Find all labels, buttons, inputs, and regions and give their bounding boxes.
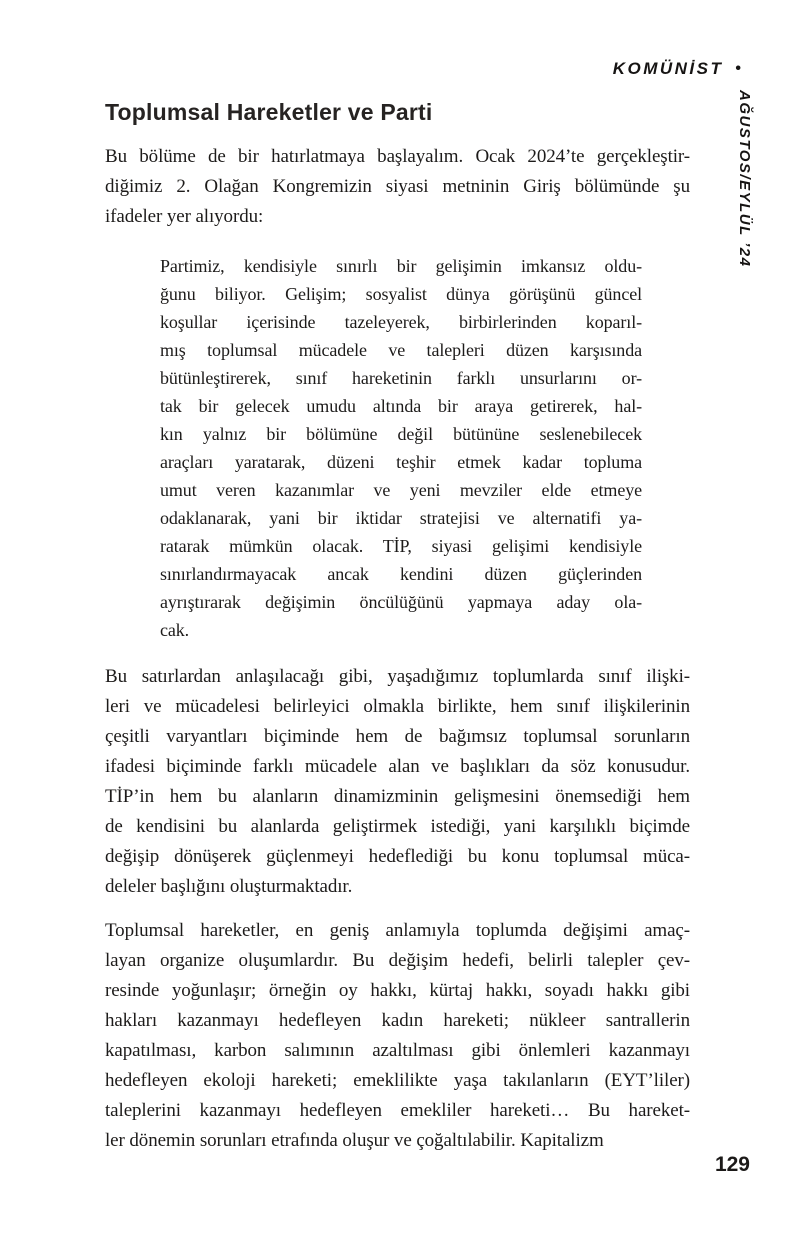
bullet-separator-icon: • [735, 60, 741, 77]
text-line: Toplumsal hareketler, en geniş anlamıyla toplumda değişimi amaç- [105, 920, 690, 941]
text-line: de kendisini bu alanlarda geliştirmek istediği, yani karşılıklı biçimde [105, 816, 690, 837]
magazine-title: KOMÜNİST [612, 59, 724, 78]
text-line: ayrıştırarak değişimin öncülüğünü yapmaya aday ola- [160, 592, 642, 612]
text-line: ğunu biliyor. Gelişim; sosyalist dünya görüşünü güncel [160, 284, 642, 304]
article-title: Toplumsal Hareketler ve Parti [105, 99, 433, 125]
text-line: koşullar içerisinde tazeleyerek, birbirlerinden koparıl- [160, 312, 642, 332]
page-number: 129 [714, 1153, 750, 1176]
text-line: ratarak mümkün olacak. TİP, siyasi gelişimi kendisiyle [160, 536, 642, 556]
text-line: Bu bölüme de bir hatırlatmaya başlayalım. Ocak 2024’te gerçekleştir- [105, 146, 690, 167]
paragraph-analysis [105, 662, 690, 902]
text-line: bütünleştirerek, sınıf hareketinin farklı unsurlarını or- [160, 368, 642, 388]
text-line: sınırlandırmayacak ancak kendini düzen güçlerinden [160, 564, 642, 584]
text-line: diğimiz 2. Olağan Kongremizin siyasi metninin Giriş bölümünde şu [105, 176, 690, 197]
text-line: ifadeler yer alıyordu: [105, 206, 264, 227]
text-line: umut veren kazanımlar ve yeni mevziler elde etmeye [160, 480, 642, 500]
text-line: taleplerini kazanmayı hedefleyen emekliler hareketi… Bu hareket- [105, 1100, 690, 1121]
text-line: ler dönemin sorunları etrafında oluşur ve çoğaltılabilir. Kapitalizm [105, 1130, 604, 1151]
text-line: deleler başlığını oluşturmaktadır. [105, 876, 353, 897]
article-body [105, 98, 690, 1156]
text-line: kın yalnız bir bölümüne değil bütününe seslenebilecek [160, 424, 642, 444]
text-line: leri ve mücadelesi belirleyici olmakla birlikte, hem sınıf ilişkilerinin [105, 696, 690, 717]
text-line: değişip dönüşerek güçlenmeyi hedeflediği bu konu toplumsal müca- [105, 846, 690, 867]
text-line: odaklanarak, yani bir iktidar stratejisi ve alternatifi ya- [160, 508, 642, 528]
text-line: Bu satırlardan anlaşılacağı gibi, yaşadığımız toplumlarda sınıf ilişki- [105, 666, 690, 687]
text-line: ifadesi biçiminde farklı mücadele alan ve başlıkları da söz konusudur. [105, 756, 690, 777]
text-line: tak bir gelecek umudu altında bir araya getirerek, hal- [160, 396, 642, 416]
masthead [613, 59, 741, 79]
text-line: çeşitli varyantları biçiminde hem de bağımsız toplumsal sorunların [105, 726, 690, 747]
text-line: layan organize oluşumlardır. Bu değişim hedefi, belirli talepler çev- [105, 950, 690, 971]
congress-quote [160, 252, 642, 644]
paragraph-intro [105, 142, 690, 232]
text-line: hedefleyen ekoloji hareketi; emeklilikte yaşa takılanların (EYT’liler) [105, 1070, 690, 1091]
text-line: Partimiz, kendisiyle sınırlı bir gelişimin imkansız oldu- [160, 256, 642, 276]
paragraph-movements [105, 916, 690, 1156]
text-line: hakları kazanmayı hedefleyen kadın hareketi; nükleer santrallerin [105, 1010, 690, 1031]
text-line: araçları yaratarak, düzeni teşhir etmek kadar topluma [160, 452, 642, 472]
issue-date: AĞUSTOS/EYLÜL ’24 [736, 90, 753, 268]
text-line: cak. [160, 620, 190, 640]
text-line: TİP’in hem bu alanların dinamizminin gelişmesini önemsediği hem [105, 786, 690, 807]
text-line: resinde yoğunlaşır; örneğin oy hakkı, kürtaj hakkı, soyadı hakkı gibi [105, 980, 690, 1001]
text-line: mış toplumsal mücadele ve talepleri düzen karşısında [160, 340, 642, 360]
text-line: kapatılması, karbon salımının azaltılması gibi önlemleri kazanmayı [105, 1040, 690, 1061]
